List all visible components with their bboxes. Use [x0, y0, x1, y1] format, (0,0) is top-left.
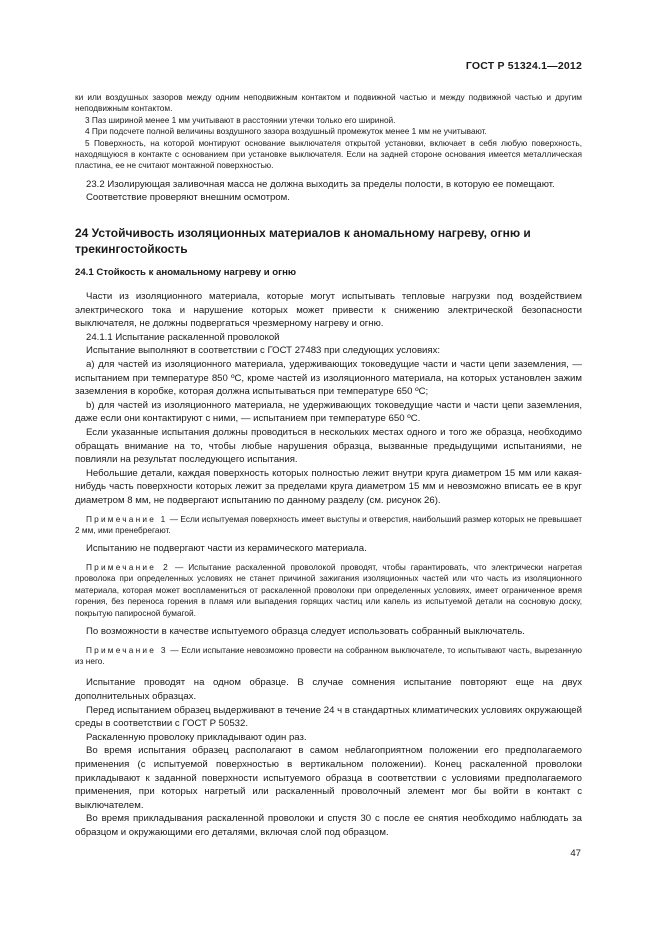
note-5: 5 Поверхность, на которой монтируют основание выключателя открытой установки, включает в себя любую поверхность, находящуюся в контакте с основанием при установке выключателя. Если на задней стороне основания имеется металлическая пластина, ее не считают монтажной поверхностью.: [75, 137, 582, 171]
paragraph: Небольшие детали, каждая поверхность которых полностью лежит внутри круга диаметром 15 мм или какая-нибудь часть поверхности которых лежит за пределами круга диаметром 15 мм и невозможно вписать ее в круг диаметром 8 мм, не подвергают испытанию по данному разделу (см. рисунок 26).: [75, 467, 582, 506]
paragraph: Части из изоляционного материала, которые могут испытывать тепловые нагрузки под воздействием электрического тока и нарушение которых может привести к снижению электрической безопасности выключателя, не должны подвергаться чрезмерному нагреву и огню.: [75, 291, 582, 330]
list-item-a: a) для частей из изоляционного материала, удерживающих токоведущие части и части цепи заземления, — испытанием при температуре 850 ºС, кроме частей из изоляционного материала, на которых установлен зажим заземления в коробке, которая должна испытываться при температуре 650 ºС;: [75, 359, 582, 398]
note-continuation: ки или воздушных зазоров между одним неподвижным контактом и подвижной частью и между подвижной частью и другим неподвижным контактом.: [75, 92, 582, 114]
note-label: Примечание 2: [86, 561, 170, 572]
paragraph: Испытанию не подвергают части из керамического материала.: [86, 543, 367, 555]
paragraph: Испытание выполняют в соответствии с ГОСТ 27483 при следующих условиях:: [86, 345, 441, 357]
subsection-24-1-heading: 24.1 Стойкость к аномальному нагреву и огню: [75, 267, 297, 279]
clause-24-1-1: 24.1.1 Испытание раскаленной проволокой: [86, 331, 280, 343]
list-item-b: b) для частей из изоляционного материала, не удерживающих токоведущие части и части цепи заземления, даже если они контактируют с ними, — испытанием при температуре 650 ºС.: [75, 399, 582, 425]
section-24-heading: 24 Устойчивость изоляционных материалов к аномальному нагреву, огню и трекингостойкость: [75, 226, 531, 257]
note-label: Примечание 3: [86, 644, 168, 655]
paragraph: Если указанные испытания должны проводиться в нескольких местах одного и того же образца, необходимо обращать внимание на то, чтобы любые нарушения образца, вызванные предыдущими испытаниями, не повлияли на результат последующего испытания.: [75, 426, 582, 466]
note-label: Примечание 1: [86, 513, 168, 524]
paragraph: Во время испытания образец располагают в самом неблагоприятном положении его предполагаемого применения (с испытуемой поверхностью в вертикальном положении). Конец раскаленной проволоки прикладывают к заданной поверхности испытуемого образца в соответствии с условиями предполагаемого применения, при которых нагретый или раскаленный проволочный элемент мог бы войти в контакт с выключателем.: [75, 745, 582, 811]
page-number: 47: [570, 848, 581, 859]
page-content: [75, 92, 582, 840]
compliance-check: Соответствие проверяют внешним осмотром.: [86, 192, 290, 204]
paragraph: Испытание проводят на одном образце. В случае сомнения испытание повторяют еще на двух дополнительных образцах.: [75, 677, 582, 702]
paragraph: По возможности в качестве испытуемого образца следует использовать собранный выключатель.: [86, 625, 525, 637]
paragraph: Во время прикладывания раскаленной проволоки и спустя 30 с после ее снятия необходимо наблюдать за образцом и окружающими его деталями, включая слой под образцом.: [75, 813, 582, 838]
note-text: — Если испытание невозможно провести на собранном выключателе, то испытывают часть, вырезанную из него.: [75, 644, 582, 666]
note-1: [75, 514, 582, 537]
note-text: — Испытание раскаленной проволокой проводят, чтобы гарантировать, что электрически нагретая проволока при определенных условиях не станет причиной зажигания изоляционных частей или что часть из изоляционного материала, которая может воспламениться от раскаленной проволоки при определенных условиях, имеет ограниченное время горения, без переноса горения в пламя или выпадения горящих частиц или капель из испытуемой детали на сосновую доску, покрытую папиросной бумагой.: [75, 561, 582, 618]
note-4: 4 При подсчете полной величины воздушного зазора воздушный промежуток менее 1 мм не учитывают.: [85, 126, 487, 137]
note-3: 3 Паз шириной менее 1 мм учитывают в расстоянии утечки только его шириной.: [85, 114, 396, 125]
paragraph: Перед испытанием образец выдерживают в течение 24 ч в стандартных климатических условиях окружающей среды в соответствии с ГОСТ Р 50532.: [75, 704, 582, 730]
note-3: [75, 645, 582, 668]
note-2: [75, 562, 582, 619]
paragraph: Раскаленную проволоку прикладывают один раз.: [86, 731, 307, 743]
document-header: ГОСТ Р 51324.1—2012: [465, 60, 582, 72]
note-text: — Если испытуемая поверхность имеет выступы и отверстия, наибольший размер которых не превышает 2 мм, ими пренебрегают.: [75, 513, 582, 535]
clause-23-2: 23.2 Изолирующая заливочная масса не должна выходить за пределы полости, в которую ее помещают.: [86, 178, 555, 190]
